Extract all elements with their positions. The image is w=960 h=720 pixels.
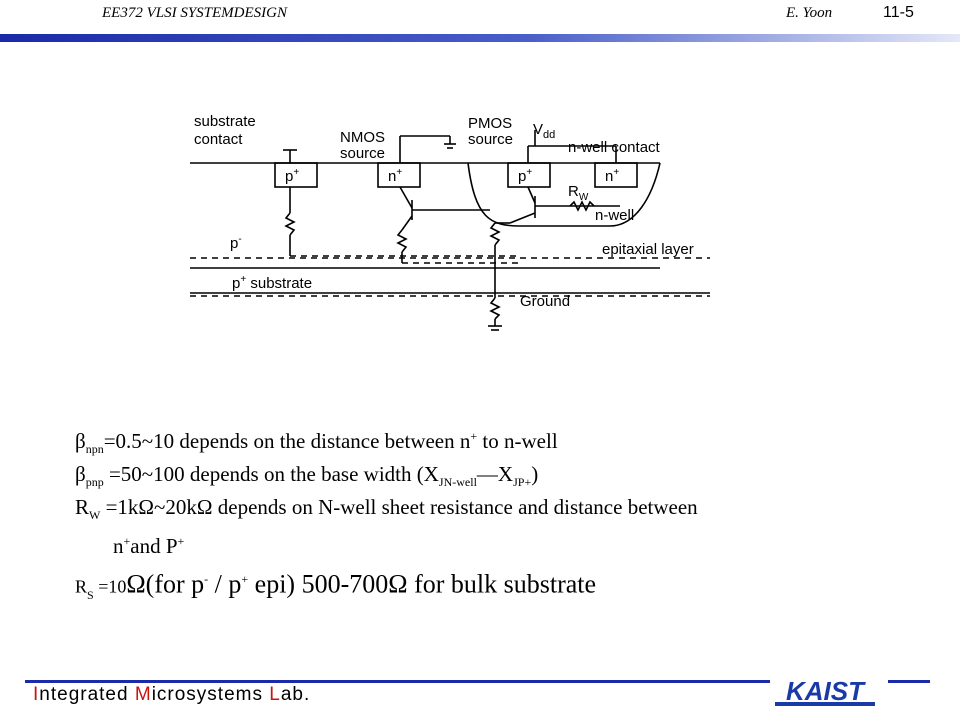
footer-line-left bbox=[25, 680, 770, 683]
author-name: E. Yoon bbox=[786, 5, 833, 21]
label-p-minus: p- bbox=[230, 234, 242, 252]
lab-name: Integrated Microsystems Lab. bbox=[33, 684, 311, 705]
label-substrate: substrate bbox=[194, 113, 256, 130]
explanation-text bbox=[75, 424, 895, 614]
label-nwell-contact: n-well contact bbox=[568, 139, 660, 156]
latchup-cross-section-diagram bbox=[190, 108, 730, 338]
label-p-plus-1: p+ bbox=[285, 167, 300, 185]
svg-text:KAIST: KAIST bbox=[786, 676, 864, 706]
course-title: EE372 VLSI SYSTEMDESIGN bbox=[102, 5, 287, 21]
label-n-plus-1: n+ bbox=[388, 167, 403, 185]
label-ground: Ground bbox=[520, 293, 571, 310]
page-number: 11-5 bbox=[883, 4, 914, 21]
rw-line-continued: n+and P+ bbox=[113, 533, 185, 558]
beta-pnp-line: $\beta_{pnp}$ =50~100 depends on the base width $(X_{JN-well}—X_{JP+})$ bbox=[75, 462, 539, 490]
beta-npn-line: $\beta_{npn}=0.5\sim 10$ depends on the distance between n+ to n-well bbox=[75, 429, 558, 457]
label-p-substrate: p+ substrate bbox=[232, 274, 313, 292]
rs-line: $R_S =10\Omega(for$ p- / p+ epi) 500-700Ω for bulk substrate bbox=[75, 569, 597, 602]
label-pmos-source: source bbox=[468, 131, 514, 148]
label-n-plus-2: n+ bbox=[605, 167, 620, 185]
label-contact: contact bbox=[194, 131, 243, 148]
kaist-logo bbox=[775, 676, 875, 710]
label-nmos-source: source bbox=[340, 145, 386, 162]
label-nwell: n-well bbox=[595, 207, 635, 224]
label-pmos: PMOS bbox=[468, 115, 513, 132]
label-epitaxial: epitaxial layer bbox=[602, 241, 694, 258]
label-rw: $R_W$ bbox=[568, 183, 589, 203]
label-vdd: $V_{dd}$ bbox=[533, 121, 556, 141]
header-gradient-bar bbox=[0, 34, 960, 44]
rw-line: $R_W$ =1kΩ~20kΩ depends on N-well sheet resistance and distance between bbox=[75, 495, 698, 523]
footer-line-right bbox=[888, 680, 930, 683]
label-p-plus-2: p+ bbox=[518, 167, 533, 185]
label-nmos: NMOS bbox=[340, 129, 385, 146]
